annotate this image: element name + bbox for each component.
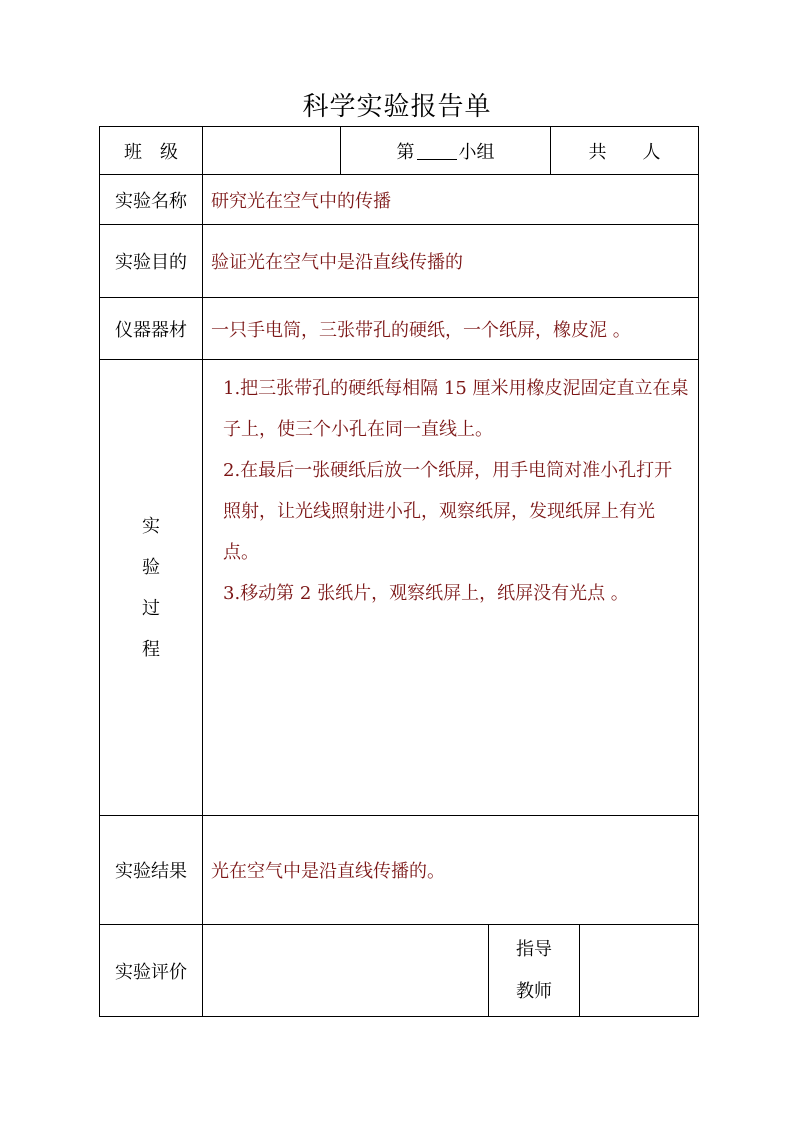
process-label-char: 程 bbox=[142, 638, 160, 660]
experiment-purpose-value: 验证光在空气中是沿直线传播的 bbox=[202, 224, 699, 298]
process-label-char: 验 bbox=[142, 556, 160, 578]
group-field bbox=[340, 126, 551, 175]
process-step: 2.在最后一张硬纸后放一个纸屏，用手电筒对准小孔打开照射，让光线照射进小孔，观察纸屏，发现纸屏上有光点。 bbox=[223, 460, 673, 563]
evaluation-field[interactable] bbox=[202, 924, 489, 1017]
class-label: 班 级 bbox=[99, 126, 203, 175]
evaluation-label: 实验评价 bbox=[99, 924, 203, 1017]
equipment-value: 一只手电筒，三张带孔的硬纸，一个纸屏，橡皮泥 。 bbox=[202, 297, 699, 360]
report-table bbox=[99, 126, 699, 1017]
total-people: 共 人 bbox=[550, 126, 699, 175]
class-field[interactable] bbox=[202, 126, 341, 175]
experiment-name-label: 实验名称 bbox=[99, 174, 203, 225]
teacher-label-line: 教师 bbox=[516, 980, 552, 1002]
group-prefix: 第 bbox=[396, 141, 415, 163]
process-label-char: 过 bbox=[142, 597, 160, 619]
process-step: 1.把三张带孔的硬纸每相隔 15 厘米用橡皮泥固定直立在桌子上，使三个小孔在同一直线上。 bbox=[223, 378, 689, 440]
process-label-char: 实 bbox=[142, 515, 160, 537]
experiment-name-value: 研究光在空气中的传播 bbox=[202, 174, 699, 225]
group-suffix: 小组 bbox=[458, 141, 495, 163]
teacher-label bbox=[488, 924, 580, 1017]
result-label: 实验结果 bbox=[99, 815, 203, 925]
page-title: 科学实验报告单 bbox=[302, 92, 492, 122]
equipment-label: 仪器器材 bbox=[99, 297, 203, 360]
teacher-label-line: 指导 bbox=[516, 938, 552, 960]
group-blank[interactable] bbox=[417, 141, 457, 160]
experiment-purpose-label: 实验目的 bbox=[99, 224, 203, 298]
process-label bbox=[99, 359, 203, 816]
process-steps bbox=[202, 359, 699, 816]
teacher-field[interactable] bbox=[579, 924, 699, 1017]
process-step: 3.移动第 2 张纸片，观察纸屏上，纸屏没有光点 。 bbox=[223, 583, 629, 604]
result-value: 光在空气中是沿直线传播的。 bbox=[202, 815, 699, 925]
